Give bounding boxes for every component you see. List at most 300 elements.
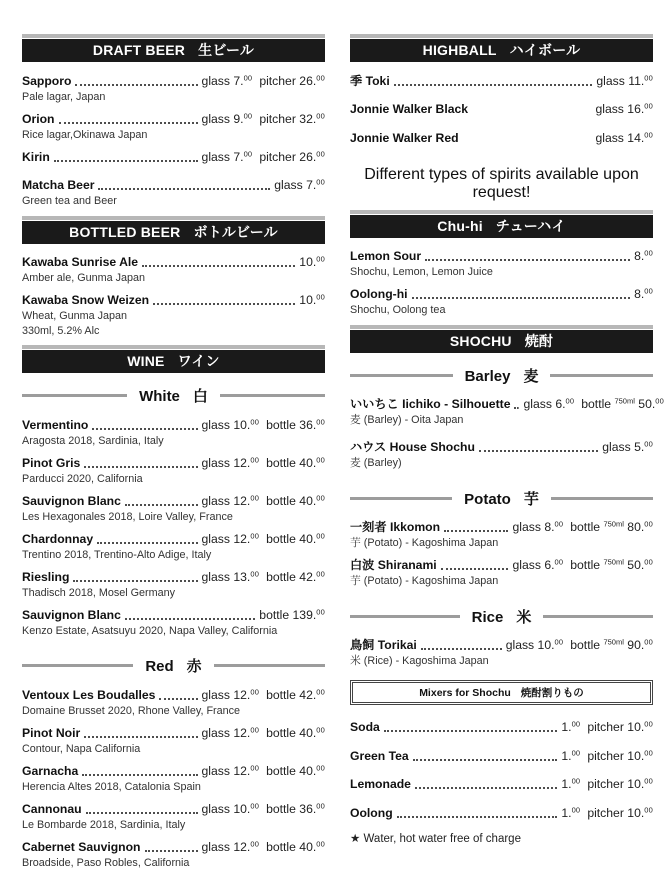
item-prices [512, 555, 653, 574]
item-name: Cabernet Sauvignon [22, 839, 141, 854]
price-label: bottle [266, 839, 296, 854]
price [266, 494, 325, 508]
menu-item [350, 635, 653, 668]
subheader-en: Barley [464, 367, 511, 385]
price-label: glass [201, 417, 230, 432]
menu-item [350, 437, 653, 470]
item-name: Riesling [22, 569, 70, 584]
price-cents: 00 [316, 569, 325, 578]
section-title-en: HIGHBALL [422, 42, 497, 58]
menu-item-row [350, 555, 653, 574]
price-cents: 00 [571, 805, 581, 814]
item-prices [634, 246, 653, 265]
item-description: Domaine Brusset 2020, Rhone Valley, France [22, 704, 241, 717]
item-description: Le Bombarde 2018, Sardinia, Italy [22, 818, 186, 831]
bottle-size: 750ml [603, 637, 624, 647]
item-prices [299, 290, 325, 309]
price-amount: 13. [233, 569, 251, 584]
rule-line [214, 664, 325, 667]
menu-item-row [350, 70, 653, 89]
price [595, 102, 653, 116]
bottle-size: 750ml [603, 557, 624, 567]
price-cents: 00 [554, 637, 564, 647]
menu-item [22, 528, 325, 561]
price [570, 558, 653, 572]
price-amount: 40. [299, 725, 317, 740]
menu-item-row [22, 146, 325, 165]
price-label: pitcher [587, 720, 624, 734]
item-name: Jonnie Walker Black [350, 102, 469, 116]
item-prices [561, 802, 653, 821]
dotted-leader [425, 259, 630, 261]
price-label: bottle [570, 558, 601, 572]
dotted-leader [82, 774, 197, 776]
banner-top-strip [22, 216, 325, 220]
price-label: glass [274, 178, 303, 192]
section-draft-beer [22, 34, 325, 208]
price-amount: 80. [627, 520, 645, 534]
item-name: Sauvignon Blanc [22, 607, 121, 622]
subheader-label [145, 655, 201, 676]
price-cents: 00 [644, 130, 653, 139]
item-description: Pale lagar, Japan [22, 90, 106, 103]
price-label: glass [201, 111, 230, 126]
item-description: 麦 (Barley) - Oita Japan [350, 414, 464, 426]
price-amount: 40. [299, 763, 317, 778]
items-group [350, 246, 653, 317]
price-cents: 00 [250, 417, 260, 426]
dotted-leader [153, 303, 295, 305]
price-amount: 1. [561, 748, 572, 763]
menu-item-row [22, 290, 325, 309]
price-cents: 00 [243, 149, 253, 158]
mixers-header-jp: 焼酎割りもの [520, 686, 584, 699]
section-title-jp: チューハイ [495, 217, 566, 234]
price-amount: 8. [634, 287, 645, 301]
price-cents: 00 [316, 493, 325, 502]
rule-line [22, 664, 133, 667]
menu-item-row [350, 717, 653, 736]
price-amount: 12. [233, 455, 251, 470]
price-label: bottle [570, 520, 601, 534]
price-cents: 00 [316, 417, 325, 426]
menu-item-row [350, 99, 653, 118]
price-amount: 1. [561, 720, 572, 734]
price-label: glass [201, 73, 230, 88]
subheader-en: Rice [471, 608, 504, 626]
section-title-bar [350, 330, 653, 353]
dotted-leader [421, 648, 502, 650]
price-cents: 00 [316, 531, 325, 540]
dotted-leader [159, 698, 197, 700]
price-label: glass [201, 763, 230, 778]
section-banner [22, 216, 325, 244]
dotted-leader [145, 850, 198, 852]
rule-line [350, 497, 452, 500]
subheader-potato [350, 488, 653, 509]
rule-line [551, 497, 653, 500]
price-label: glass [201, 493, 230, 508]
price-cents: 00 [316, 177, 325, 187]
item-name: Lemonade [350, 777, 411, 791]
price-label: glass [201, 839, 230, 854]
item-name: いいちこ Iichiko - Silhouette [350, 397, 511, 411]
price-label: glass [201, 149, 230, 164]
item-description: Parducci 2020, California [22, 472, 143, 485]
price-cents: 00 [316, 73, 325, 82]
items-group [22, 70, 325, 208]
item-name: Oolong-hi [350, 287, 408, 301]
section-title-bar [22, 221, 325, 244]
price [259, 74, 325, 88]
price [202, 456, 260, 470]
menu-item-row [350, 394, 664, 413]
price-cents: 00 [571, 776, 581, 786]
item-prices [202, 836, 325, 855]
price-label: pitcher [259, 111, 296, 126]
price-amount: 12. [233, 839, 251, 854]
price-amount: 50. [627, 558, 645, 572]
price-amount: 10. [299, 293, 317, 307]
menu-item-row [22, 528, 325, 547]
menu-item-row [22, 836, 325, 855]
price-cents: 00 [316, 455, 325, 464]
price [266, 688, 325, 702]
menu-item-row [350, 745, 653, 764]
section-bottled-beer [22, 216, 325, 338]
item-description: Broadside, Paso Robles, California [22, 856, 190, 869]
item-description: Rice lagar,Okinawa Japan [22, 128, 148, 141]
price [561, 749, 580, 763]
rule-line [543, 615, 653, 618]
price-amount: 26. [299, 73, 317, 88]
item-prices [202, 146, 325, 165]
subheader-barley [350, 365, 653, 386]
price-amount: 7. [233, 149, 244, 164]
price-cents: 00 [644, 637, 653, 647]
dotted-leader [397, 816, 558, 818]
item-prices [202, 414, 325, 433]
price-amount: 6. [555, 397, 566, 411]
item-prices [202, 760, 325, 779]
item-description: Kenzo Estate, Asatsuyu 2020, Napa Valley, California [22, 624, 278, 637]
price [581, 397, 664, 411]
price-cents: 00 [316, 801, 325, 810]
price [259, 150, 325, 164]
section-title-en: Chu-hi [437, 217, 483, 234]
price-amount: 8. [544, 520, 555, 534]
item-name: Vermentino [22, 417, 89, 432]
banner-top-strip [350, 34, 653, 38]
price-amount: 32. [299, 111, 317, 126]
price [266, 418, 325, 432]
price-label: glass [505, 638, 535, 652]
menu-item [22, 836, 325, 869]
price-cents: 00 [554, 519, 564, 529]
dotted-leader [444, 530, 508, 532]
item-name: Kirin [22, 149, 50, 164]
menu-item-row [22, 684, 325, 703]
price-amount: 7. [233, 73, 244, 88]
price [202, 802, 260, 816]
dotted-leader [59, 122, 198, 124]
price-label: pitcher [587, 777, 624, 791]
menu-item-row [350, 774, 653, 793]
item-prices [561, 774, 653, 793]
price-cents: 00 [644, 73, 653, 82]
menu-item-row [22, 604, 325, 623]
price-amount: 36. [299, 417, 317, 432]
price-label: glass [602, 440, 631, 454]
subheader-en: Red [145, 658, 174, 675]
subheader-label [465, 365, 539, 386]
item-prices [202, 722, 325, 741]
price-cents: 00 [565, 396, 575, 406]
price [202, 726, 260, 740]
price-label: glass [512, 558, 541, 572]
menu-column-right [350, 34, 664, 874]
menu-item [22, 146, 325, 165]
section-title-en: DRAFT BEER [92, 42, 186, 58]
price-amount: 10. [627, 720, 645, 734]
price-amount: 7. [306, 178, 317, 192]
item-name: Jonnie Walker Red [350, 130, 459, 145]
menu-item [22, 722, 325, 755]
price [595, 131, 653, 145]
menu-item-row [350, 635, 653, 654]
rule-line [22, 394, 127, 397]
item-prices [202, 108, 325, 127]
item-name: Orion [22, 111, 55, 126]
price-amount: 40. [299, 493, 317, 508]
menu-item-row [22, 760, 325, 779]
item-description: 330ml, 5.2% Alc [22, 324, 100, 337]
price [570, 520, 653, 534]
section-wine [22, 345, 325, 869]
price-cents: 00 [250, 569, 260, 578]
price [634, 287, 653, 301]
subheader-label [464, 488, 539, 509]
menu-column-left [22, 34, 325, 874]
banner-top-strip [350, 325, 653, 329]
water-footnote: ★ Water, hot water free of charge [350, 832, 521, 845]
price [202, 764, 260, 778]
item-name: Kawaba Snow Weizen [22, 293, 150, 307]
price-amount: 12. [233, 493, 251, 508]
price-label: glass [201, 725, 230, 740]
price-cents: 00 [250, 687, 260, 696]
dotted-leader [75, 84, 197, 86]
price-amount: 1. [561, 777, 572, 791]
item-prices [274, 175, 325, 194]
price-amount: 10. [537, 638, 555, 652]
price-label: pitcher [259, 73, 296, 88]
price-cents: 00 [644, 557, 653, 567]
item-description: Amber ale, Gunma Japan [22, 272, 146, 284]
price [266, 456, 325, 470]
price-label: bottle [581, 397, 612, 411]
price [202, 494, 260, 508]
section-title-bar [22, 39, 325, 62]
menu-item [22, 798, 325, 831]
items-group [350, 394, 664, 470]
item-prices [561, 745, 653, 764]
price [266, 726, 325, 740]
price-cents: 00 [250, 455, 260, 464]
subheader-red [22, 655, 325, 676]
price-cents: 00 [250, 801, 260, 810]
section-banner [350, 210, 653, 238]
price-amount: 5. [634, 440, 645, 454]
price-cents: 00 [655, 396, 664, 406]
menu-item-row [22, 414, 325, 433]
price-cents: 00 [554, 557, 564, 567]
price-cents: 00 [644, 248, 653, 258]
price-label: pitcher [587, 805, 624, 820]
price [259, 608, 325, 622]
price-cents: 00 [316, 763, 325, 772]
item-prices [202, 798, 325, 817]
price-label: pitcher [259, 149, 296, 164]
item-name: 鳥飼 Torikai [350, 638, 417, 652]
price [266, 764, 325, 778]
price-cents: 00 [316, 254, 325, 264]
price [506, 638, 564, 652]
item-name: Lemon Sour [350, 249, 422, 263]
price-label: glass [201, 687, 230, 702]
price-amount: 36. [299, 801, 317, 816]
item-name: Matcha Beer [22, 178, 95, 192]
price-cents: 00 [250, 531, 260, 540]
menu-item-row [22, 798, 325, 817]
item-prices [202, 490, 325, 509]
dotted-leader [394, 84, 593, 86]
price [202, 570, 260, 584]
price-amount: 12. [233, 725, 251, 740]
price-amount: 10. [627, 748, 645, 763]
item-prices [202, 528, 325, 547]
price [266, 802, 325, 816]
section-highball [350, 34, 653, 202]
price-cents: 00 [571, 719, 581, 729]
dotted-leader [479, 450, 598, 452]
subheader-jp: 米 [516, 608, 532, 626]
price [266, 840, 325, 854]
menu-item-row [22, 70, 325, 89]
menu-item [350, 745, 653, 764]
rule-line [350, 615, 460, 618]
item-prices [561, 717, 653, 736]
price [561, 720, 580, 734]
price-cents: 00 [316, 839, 325, 848]
price [299, 293, 325, 307]
item-description: Trentino 2018, Trentino-Alto Adige, Italy [22, 548, 212, 561]
menu-item [350, 127, 653, 146]
price-cents: 00 [571, 748, 581, 757]
price [259, 112, 325, 126]
dotted-leader [84, 466, 197, 468]
items-group [350, 717, 653, 821]
item-description: Thadisch 2018, Mosel Germany [22, 586, 176, 599]
price [202, 418, 260, 432]
menu-item [350, 517, 653, 550]
price-label: glass [523, 397, 552, 411]
price-cents: 00 [644, 748, 653, 757]
price-amount: 12. [233, 531, 251, 546]
price [523, 397, 574, 411]
price [512, 520, 563, 534]
price-cents: 00 [644, 776, 653, 786]
price [587, 777, 653, 791]
price-cents: 00 [644, 101, 653, 111]
menu-item-row [350, 127, 653, 146]
price-label: bottle [570, 638, 601, 652]
subheader-white [22, 385, 325, 406]
price-label: glass [201, 531, 230, 546]
menu-item [350, 717, 653, 736]
item-description: Contour, Napa California [22, 742, 141, 755]
section-title-jp: ボトルビール [193, 223, 278, 240]
price [202, 840, 260, 854]
menu-item-row [350, 246, 653, 265]
subheader-en: Potato [464, 490, 511, 508]
menu-item-row [22, 490, 325, 509]
subheader-label [139, 385, 208, 406]
price-cents: 00 [644, 719, 653, 729]
item-description: 芋 (Potato) - Kagoshima Japan [350, 537, 499, 549]
price-cents: 00 [250, 493, 260, 502]
subheader-jp: 白 [192, 388, 208, 405]
item-name: Chardonnay [22, 531, 94, 546]
price-label: glass [595, 130, 624, 145]
price [202, 112, 253, 126]
price-cents: 00 [316, 725, 325, 734]
item-description: Aragosta 2018, Sardinia, Italy [22, 434, 164, 447]
menu-item [22, 452, 325, 485]
menu-item-row [22, 108, 325, 127]
item-description: Shochu, Oolong tea [350, 304, 446, 316]
item-name: 白波 Shiranami [350, 558, 437, 572]
item-prices [596, 70, 653, 89]
item-prices [523, 394, 664, 413]
price-cents: 00 [316, 111, 325, 120]
dotted-leader [97, 542, 197, 544]
price-label: bottle [266, 417, 296, 432]
item-prices [202, 566, 325, 585]
price-amount: 90. [627, 638, 645, 652]
section-chu-hi [350, 210, 653, 317]
price [202, 532, 260, 546]
price-cents: 00 [316, 292, 325, 302]
item-name: Soda [350, 720, 380, 734]
dotted-leader [125, 504, 198, 506]
price [570, 638, 653, 652]
menu-item [350, 394, 664, 427]
item-prices [202, 452, 325, 471]
item-name: Ventoux Les Boudalles [22, 687, 156, 702]
price-label: bottle [266, 801, 296, 816]
menu-item [22, 684, 325, 717]
price-amount: 16. [627, 102, 645, 116]
dotted-leader [92, 428, 197, 430]
price [274, 178, 325, 192]
price-label: bottle [266, 493, 296, 508]
section-banner [350, 34, 653, 62]
menu-item [22, 70, 325, 103]
menu-item-row [22, 252, 325, 271]
dotted-leader [441, 568, 509, 570]
dotted-leader [73, 580, 197, 582]
